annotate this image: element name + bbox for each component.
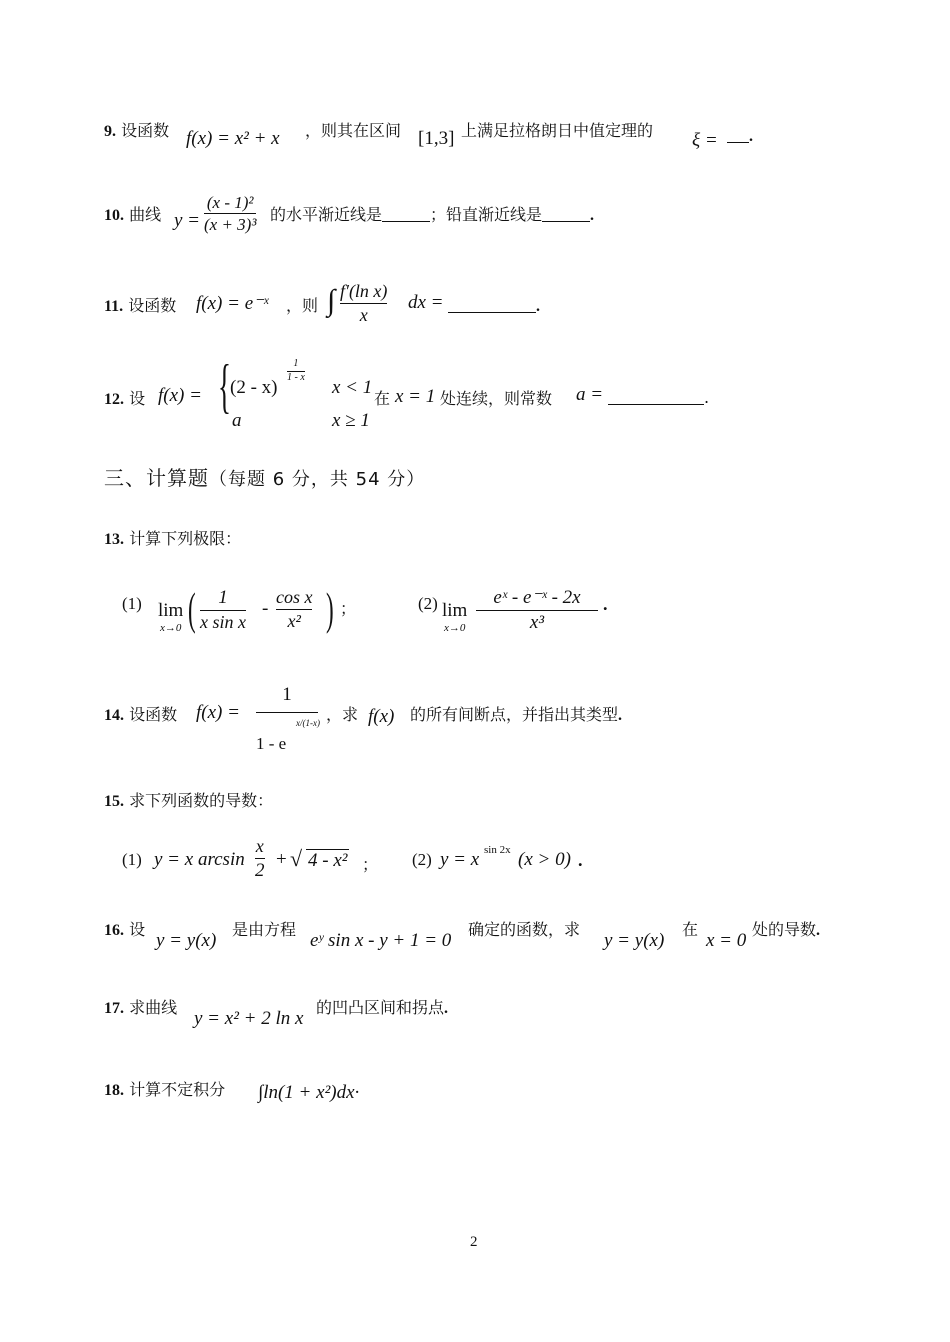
question-16 [104,917,145,940]
question-number: 16. [104,922,124,939]
question-9 [104,118,169,141]
question-18 [104,1077,225,1100]
interval: [1,3] [418,128,455,149]
formula: y = x [440,849,480,870]
formula: y = x arcsin [154,849,245,870]
formula: y = y(x) [156,930,217,951]
case2-expr: a [232,410,242,431]
equation: eʸ sin x - y + 1 = 0 [310,930,452,951]
formula: y = x² + 2 ln x [194,1008,304,1029]
lim-subscript: x→0 [160,622,182,634]
question-10 [104,202,161,225]
part-label: (1) [122,850,142,869]
question-13 [104,526,241,549]
point: x = 0 [706,930,747,951]
question-12 [104,386,145,409]
question-text: 的凹凸区间和拐点. [316,998,449,1017]
part-label: (1) [122,594,142,613]
fraction-denominator: (x + 3)³ [204,215,257,235]
fraction [204,192,256,236]
question-text: 上满足拉格朗日中值定理的 [461,121,654,140]
question-14 [104,702,177,725]
question-number: 11. [104,298,124,315]
plus: + [276,849,287,870]
condition: (x > 0) [518,849,571,870]
exponent: sin 2x [484,844,511,856]
question-text: 的水平渐近线是 ；铅直渐近线是 . [270,205,595,224]
formula-fx: f(x) = x² + x [186,128,280,149]
integral-fraction [340,280,387,326]
question-number: 17. [104,1000,124,1017]
fx-equals: f(x) = [158,385,202,406]
fraction-numerator: 1 [282,684,292,705]
question-text: ，则 [286,296,319,315]
question-11 [104,293,176,316]
lim-subscript: x→0 [444,622,466,634]
page-number: 2 [470,1234,478,1250]
question-text: 是由方程 [232,920,297,939]
case1-condition: x < 1 [332,377,373,398]
question-text: 处连续，则常数 [440,389,553,408]
question-text: 设函数 [121,121,170,140]
question-text: ，求 [326,705,359,724]
right-paren: ) [326,583,334,634]
sqrt-content: 4 - x² [308,850,348,871]
fraction-denominator: 1 - e [256,734,287,753]
separator: ； [340,599,357,618]
question-text: 在 [682,920,699,939]
answer-blank: . [608,388,709,407]
section-heading: 三、计算题（每题 6 分，共 54 分） [104,466,426,490]
lim: lim [442,600,468,621]
question-text: 设 [129,389,146,408]
formula-fx: f(x) = e⁻ˣ [196,293,269,314]
question-17 [104,995,177,1018]
question-text: 曲线 [129,205,162,224]
question-number: 10. [104,207,124,224]
question-number: 9. [104,123,116,140]
minus: - [262,598,269,619]
answer-blank: . [727,126,753,146]
fraction: $\frac{x}{2}$ [255,836,265,881]
fraction: $\frac{\text{eˣ - e⁻ˣ - 2x}}{\text{x³}}$ [476,586,598,635]
question-number: 13. [104,531,124,548]
fx: f(x) [368,706,395,727]
question-text: 在 [374,389,391,408]
case1-exponent: $\frac{1}{1 - x}$ [287,358,305,383]
case1-expr: (2 - x) [230,377,278,398]
brace: { [218,353,231,419]
sqrt-sign: √ [290,846,303,871]
a-equals: a = [576,384,604,405]
left-paren: ( [188,583,196,634]
fraction-bar [256,712,318,713]
period: . [578,850,583,870]
point: x = 1 [395,386,436,407]
question-text: 确定的函数，求 [468,920,581,939]
part-label: (2) [418,594,438,613]
exponent: x/(1-x) [296,718,320,728]
question-15 [104,788,273,811]
fraction-numerator: f′(ln x) [340,281,388,301]
question-number: 14. [104,707,124,724]
formula: y = y(x) [604,930,665,951]
fraction: $\frac{\text{cos x}}{\text{x²}}$ [276,587,313,631]
y-equals: y = [174,210,201,231]
answer-blank: . [448,296,540,316]
question-text: 设 [129,920,146,939]
separator: ； [362,855,379,874]
question-text: 求下列函数的导数： [129,791,274,810]
question-text: 计算下列极限： [129,529,242,548]
question-text: ，则其在区间 [305,121,402,140]
dx-equals: dx = [408,292,444,313]
question-text: 处的导数. [752,920,821,939]
part-label: (2) [412,850,432,869]
fraction-denominator: x [340,303,387,327]
question-text: 设函数 [128,296,177,315]
question-number: 18. [104,1082,124,1099]
question-text: 求曲线 [129,998,178,1017]
integral-formula: ∫ln(1 + x²)dx· [258,1082,360,1103]
period: . [603,594,608,614]
fx-equals: f(x) = [196,702,240,723]
question-text: 计算不定积分 [129,1080,226,1099]
question-number: 15. [104,793,124,810]
fraction-numerator: (x - 1)² [206,193,254,212]
xi-symbol: ξ = [692,130,718,151]
question-text: 的所有间断点，并指出其类型. [410,705,623,724]
question-text: 设函数 [129,705,178,724]
fraction: $\frac{1}{\text{x sin x}}$ [200,587,246,632]
case2-condition: x ≥ 1 [332,410,370,431]
lim: lim [158,600,184,621]
integral-sign: ∫ [327,284,336,317]
question-number: 12. [104,391,124,408]
